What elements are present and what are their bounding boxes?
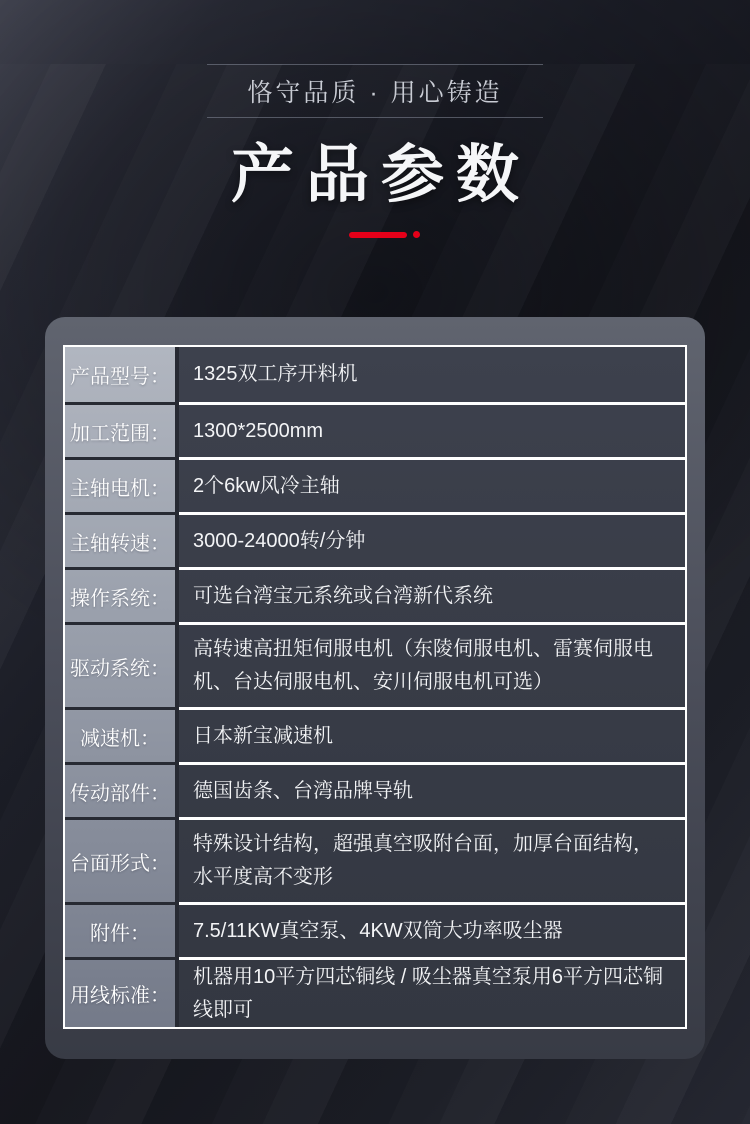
- spec-label: 附件：: [65, 902, 179, 957]
- spec-row: [65, 512, 685, 567]
- spec-row: [65, 957, 685, 1027]
- spec-value: 可选台湾宝元系统或台湾新代系统: [179, 567, 685, 622]
- spec-table: [63, 345, 687, 1029]
- spec-value: 2个6kw风冷主轴: [179, 457, 685, 512]
- spec-label: 台面形式：: [65, 817, 179, 902]
- spec-value: 7.5/11KW真空泵、4KW双筒大功率吸尘器: [179, 902, 685, 957]
- spec-value: 高转速高扭矩伺服电机（东陵伺服电机、雷赛伺服电机、台达伺服电机、安川伺服电机可选）: [179, 622, 685, 707]
- page-title: 产品参数: [231, 140, 531, 210]
- spec-label: 主轴转速：: [65, 512, 179, 567]
- spec-value: 德国齿条、台湾品牌导轨: [179, 762, 685, 817]
- accent-dot: [413, 231, 420, 238]
- spec-label: 加工范围：: [65, 402, 179, 457]
- spec-value: 特殊设计结构，超强真空吸附台面，加厚台面结构，水平度高不变形: [179, 817, 685, 902]
- spec-label: 用线标准：: [65, 957, 179, 1027]
- spec-row: [65, 622, 685, 707]
- spec-row: [65, 347, 685, 402]
- spec-label: 减速机：: [65, 707, 179, 762]
- spec-value: 1300*2500mm: [179, 402, 685, 457]
- spec-row: [65, 567, 685, 622]
- title-accent-underline: [9, 231, 750, 238]
- spec-label: 产品型号：: [65, 347, 179, 402]
- spec-row: [65, 402, 685, 457]
- spec-label: 驱动系统：: [65, 622, 179, 707]
- quality-tagline-banner: [207, 64, 543, 118]
- spec-label: 操作系统：: [65, 567, 179, 622]
- accent-dash: [349, 232, 407, 238]
- spec-row: [65, 817, 685, 902]
- spec-label: 主轴电机：: [65, 457, 179, 512]
- spec-label: 传动部件：: [65, 762, 179, 817]
- spec-value: 日本新宝减速机: [179, 707, 685, 762]
- quality-tagline-text: 恪守品质 · 用心铸造: [247, 79, 503, 107]
- spec-value: 3000-24000转/分钟: [179, 512, 685, 567]
- spec-row: [65, 762, 685, 817]
- spec-value: 1325双工序开料机: [193, 363, 358, 385]
- spec-row: [65, 457, 685, 512]
- spec-row: [65, 902, 685, 957]
- spec-row: [65, 707, 685, 762]
- spec-value: 机器用10平方四芯铜线 / 吸尘器真空泵用6平方四芯铜线即可: [179, 957, 685, 1027]
- product-spec-card: [45, 317, 705, 1059]
